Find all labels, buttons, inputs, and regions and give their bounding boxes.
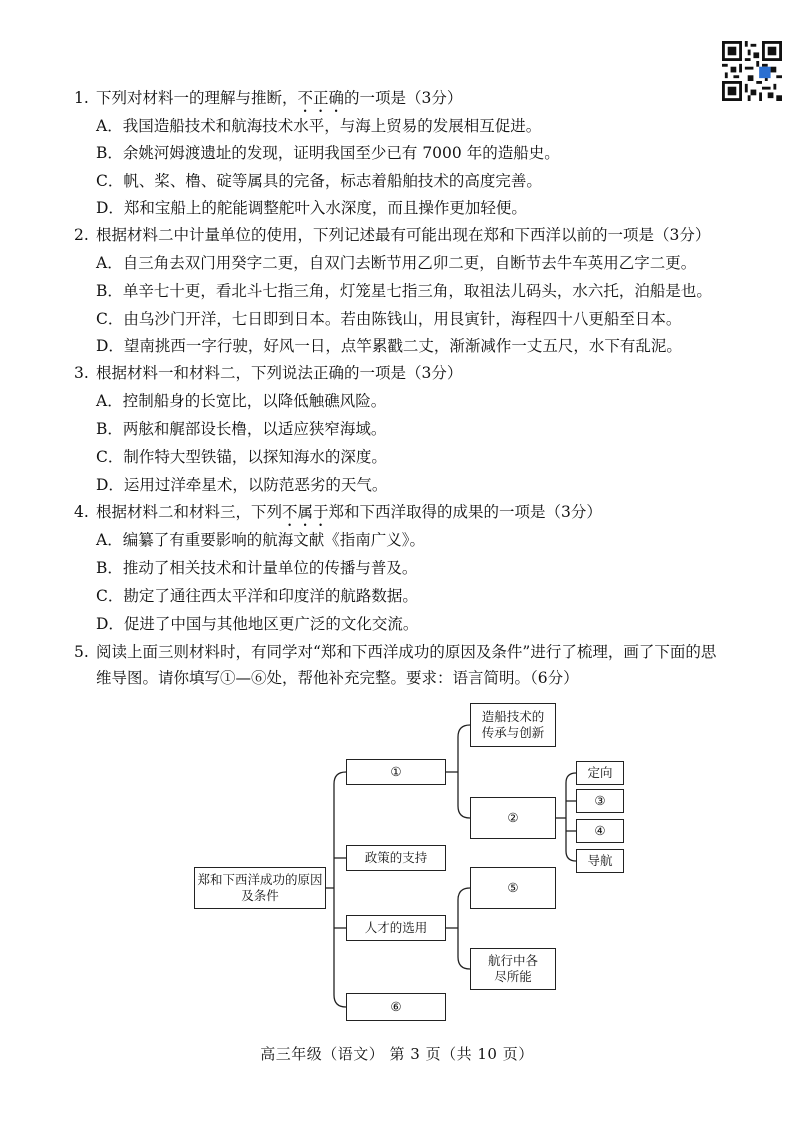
question-2-stem: 2. 根据材料二中计量单位的使用，下列记述最有可能出现在郑和下西洋以前的一项是（3分） bbox=[74, 226, 711, 244]
mindmap-branch-1: ① bbox=[346, 759, 446, 785]
mindmap-root: 郑和下西洋成功的原因及条件 bbox=[194, 867, 326, 909]
mindmap-branch-3: 人才的选用 bbox=[346, 915, 446, 941]
question-4-option-a: A．编纂了有重要影响的航海文献《指南广义》。 bbox=[96, 531, 425, 549]
question-4-option-c: C．勘定了通往西太平洋和印度洋的航路数据。 bbox=[96, 587, 418, 605]
mindmap-branch-2: 政策的支持 bbox=[346, 845, 446, 871]
mindmap-child-shipbuilding: 造船技术的传承与创新 bbox=[470, 703, 556, 747]
mindmap-child-navigation: 航行中各尽所能 bbox=[470, 948, 556, 990]
question-3-option-c: C．制作特大型铁锚，以探知海水的深度。 bbox=[96, 448, 387, 466]
question-number: 4. bbox=[74, 503, 89, 521]
question-1-stem: 1. 下列对材料一的理解与推断，不正确的一项是（3分） bbox=[74, 89, 463, 107]
question-4-stem: 4. 根据材料二和材料三，下列不属于郑和下西洋取得的成果的一项是（3分） bbox=[74, 503, 602, 521]
question-2-option-d: D．望南挑西一字行驶，好风一日，点竿累戳二丈，渐渐减作一丈五尺，水下有乱泥。 bbox=[96, 337, 682, 355]
question-3-option-b: B．两舷和艉部设长橹，以适应狭窄海域。 bbox=[96, 420, 387, 438]
question-3-option-a: A．控制船身的长宽比，以降低触礁风险。 bbox=[96, 392, 387, 410]
question-3-option-d: D．运用过洋牵星术，以防范恶劣的天气。 bbox=[96, 476, 388, 494]
mindmap-leaf-navigation: 导航 bbox=[576, 849, 624, 873]
question-2-option-c: C．由乌沙门开洋，七日即到日本。若由陈钱山，用艮寅针，海程四十八更船至日本。 bbox=[96, 310, 682, 328]
mindmap-child-5: ⑤ bbox=[470, 867, 556, 909]
emphasis-text: 不属于 bbox=[282, 503, 329, 521]
mindmap-branch-4: ⑥ bbox=[346, 993, 446, 1021]
mindmap-leaf-3: ③ bbox=[576, 789, 624, 813]
mindmap-leaf-4: ④ bbox=[576, 819, 624, 843]
question-number: 2. bbox=[74, 226, 89, 244]
question-5-stem: 5. 阅读上面三则材料时，有同学对“郑和下西洋成功的原因及条件”进行了梳理，画了下面的思 bbox=[74, 643, 717, 661]
question-1-option-d: D．郑和宝船上的舵能调整舵叶入水深度，而且操作更加轻便。 bbox=[96, 199, 527, 217]
question-1-option-a: A．我国造船技术和航海技术水平，与海上贸易的发展相互促进。 bbox=[96, 117, 542, 135]
emphasis-text: 不正确 bbox=[297, 89, 345, 107]
question-1-option-b: B．余姚河姆渡遗址的发现，证明我国至少已有 7000 年的造船史。 bbox=[96, 144, 560, 162]
question-4-option-b: B．推动了相关技术和计量单位的传播与普及。 bbox=[96, 559, 418, 577]
question-number: 5. bbox=[74, 643, 89, 661]
mindmap-child-2: ② bbox=[470, 797, 556, 839]
question-2-option-a: A．自三角去双门用癸字二更，自双门去断节用乙卯二更，自断节去牛车英用乙字二更。 bbox=[96, 254, 697, 272]
question-number: 1. bbox=[74, 89, 89, 107]
page-footer: 高三年级（语文） 第 3 页（共 10 页） bbox=[260, 1045, 534, 1063]
question-number: 3. bbox=[74, 364, 89, 382]
question-3-stem: 3. 根据材料一和材料二，下列说法正确的一项是（3分） bbox=[74, 364, 463, 382]
question-4-option-d: D．促进了中国与其他地区更广泛的文化交流。 bbox=[96, 615, 419, 633]
question-5-stem-line-2: 维导图。请你填写①—⑥处，帮他补充完整。要求：语言简明。（6分） bbox=[96, 669, 579, 687]
question-1-option-c: C．帆、桨、橹、碇等属具的完备，标志着船舶技术的高度完善。 bbox=[96, 172, 542, 190]
question-2-option-b: B．单辛七十更，看北斗七指三角，灯笼星七指三角，取祖法儿码头，水六托，泊船是也。 bbox=[96, 282, 712, 300]
mindmap-leaf-orientation: 定向 bbox=[576, 761, 624, 785]
